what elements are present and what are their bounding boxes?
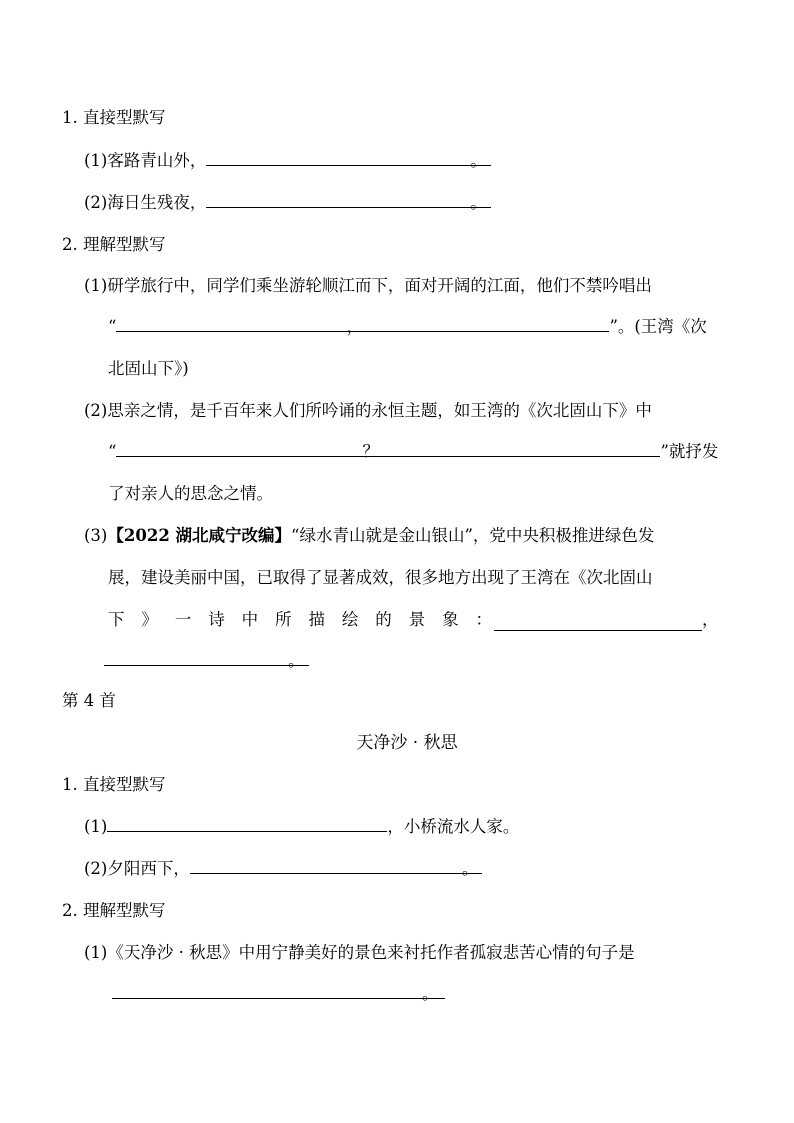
- question-line: [104, 650, 309, 672]
- answer-blank[interactable]: [116, 441, 362, 457]
- question-text: 展，建设美丽中国，已取得了显著成效，很多地方出现了王湾在《次北固山: [108, 568, 653, 587]
- question-text: ，小桥流水人家。: [387, 817, 520, 836]
- question-prompt: (1)客路青山外，: [84, 151, 207, 170]
- question-text: ”。(王湾《次: [609, 317, 707, 336]
- question-prompt: (2)海日生残夜，: [84, 193, 207, 212]
- question-text: (2)思亲之情，是千百年来人们所吟诵的永恒主题，如王湾的《次北固山下》中: [84, 401, 652, 420]
- question-number: (1): [84, 817, 108, 836]
- question-text: ”就抒发: [660, 442, 719, 461]
- answer-blank[interactable]: [104, 650, 288, 666]
- question-line: [108, 441, 718, 463]
- justified-text: 下 》 一 诗 中 所 描 绘 的 景 象 ：: [108, 610, 492, 629]
- answer-blank[interactable]: [190, 858, 462, 874]
- question-line: [84, 192, 491, 214]
- question-text: 北固山下》): [108, 359, 189, 378]
- question-line: [84, 858, 482, 880]
- answer-blank[interactable]: [386, 441, 660, 457]
- section-heading-understanding: 2. 理解型默写: [62, 901, 166, 920]
- question-text: “绿水青山就是金山银山”，党中央积极推进绿色发: [291, 526, 655, 545]
- open-quote: “: [108, 442, 117, 461]
- answer-blank[interactable]: [206, 192, 470, 208]
- open-quote: “: [108, 317, 117, 336]
- answer-blank[interactable]: [494, 615, 702, 631]
- answer-blank-end: 。: [470, 192, 491, 208]
- question-line: [108, 316, 707, 338]
- question-line: [108, 609, 719, 631]
- answer-blank-end: 。: [422, 983, 445, 999]
- section-heading-understanding: 2. 理解型默写: [62, 235, 166, 254]
- question-prompt: (2)夕阳西下，: [84, 859, 190, 878]
- answer-blank[interactable]: [206, 150, 470, 166]
- question-line: [112, 983, 445, 1005]
- section-heading-direct: 1. 直接型默写: [62, 108, 166, 127]
- blank-separator: ，: [346, 317, 363, 336]
- question-line: [84, 150, 491, 172]
- question-line: [84, 816, 519, 838]
- poem-number-label: 第 4 首: [62, 691, 116, 710]
- question-text: (1)《天净沙 · 秋思》中用宁静美好的景色来衬托作者孤寂悲苦心情的句子是: [84, 943, 635, 962]
- question-text: 了对亲人的思念之情。: [108, 484, 273, 503]
- answer-blank-end: 。: [462, 858, 483, 874]
- question-text: (1)研学旅行中，同学们乘坐游轮顺江而下，面对开阔的江面，他们不禁吟唱出: [84, 276, 652, 295]
- question-line: [84, 525, 654, 547]
- answer-blank-end: 。: [470, 150, 491, 166]
- poem-title: 天净沙 · 秋思: [356, 733, 458, 753]
- question-number: (3): [84, 526, 108, 545]
- answer-blank[interactable]: [116, 316, 346, 332]
- answer-blank-end: 。: [288, 650, 309, 666]
- source-tag: 【2022 湖北咸宁改编】: [107, 526, 292, 545]
- answer-blank[interactable]: [112, 983, 422, 999]
- section-heading-direct: 1. 直接型默写: [62, 775, 166, 794]
- answer-blank[interactable]: [364, 316, 609, 332]
- blank-separator: ？: [362, 441, 386, 457]
- answer-blank[interactable]: [107, 816, 379, 832]
- comma: ，: [702, 610, 719, 629]
